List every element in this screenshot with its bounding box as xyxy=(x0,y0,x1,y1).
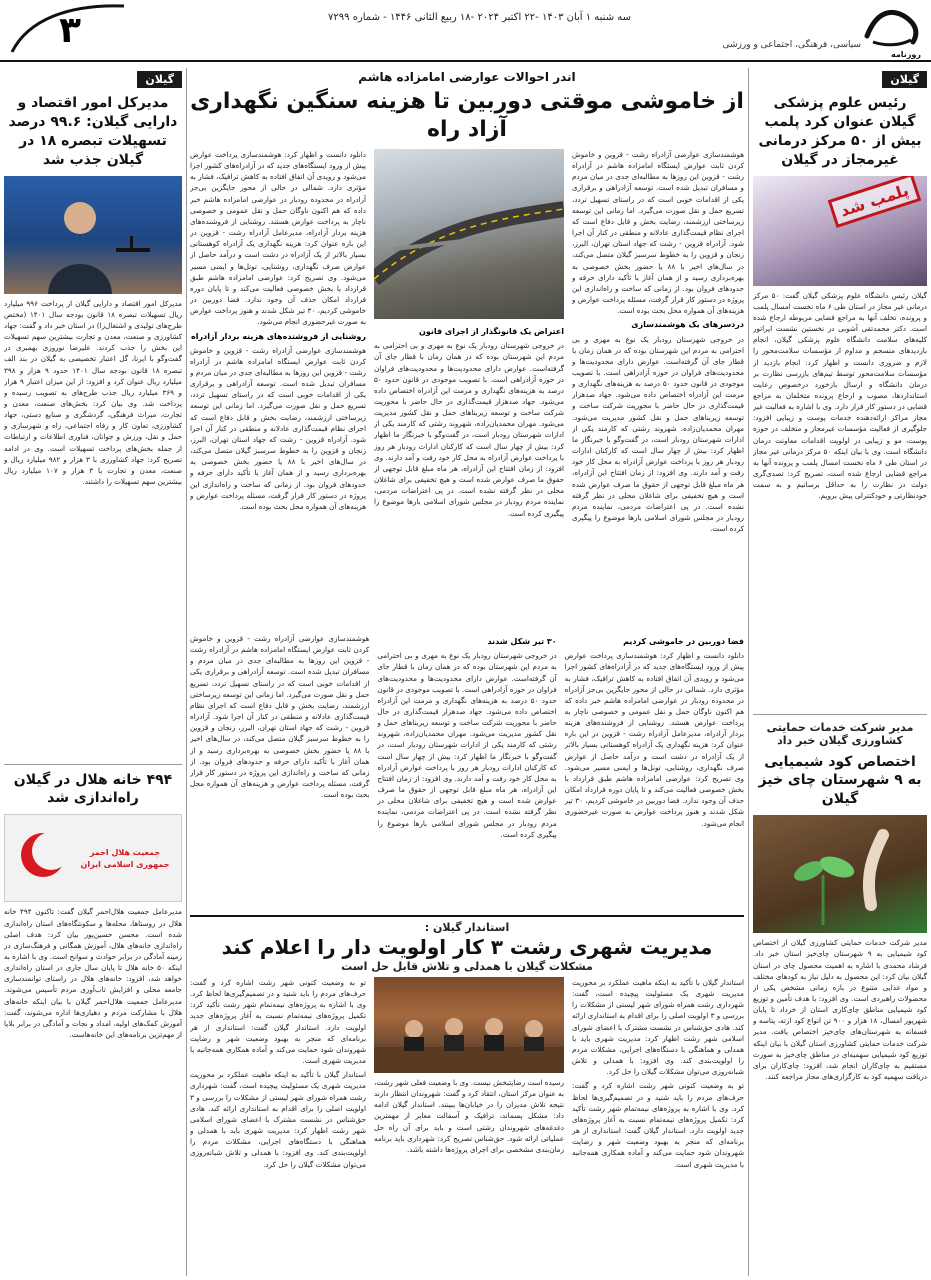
photo-caption: جمعیت هلال احمر جمهوری اسلامی ایران xyxy=(80,848,170,870)
seedling-icon xyxy=(753,815,927,933)
story-headline: ۴۹۴ خانه هلال در گیلان راه‌اندازی شد xyxy=(13,771,173,807)
page-number-badge xyxy=(8,2,128,58)
article-subhead: اعتراض یک قانونگذار از اجرای قانون xyxy=(419,327,564,336)
article-column xyxy=(374,977,564,1276)
person-icon xyxy=(4,176,182,294)
main-headline: از خاموشی موقتی دوربین تا هزینه سنگین نگهداری آزاد راه xyxy=(190,89,744,142)
section-tag: گیلان xyxy=(882,71,927,88)
page-number: ۳ xyxy=(59,10,81,51)
article-body: تو به وضعیت کنونی شهر رشت اشاره کرد و گفت: حرف‌های مردم را باید شنید و در تصمیم‌گیری‌ها لحاظ کرد. وی با اشاره به پروژه‌های نیمه‌تمام شهر رشت تأکید کرد: تکمیل پروژه‌های نیمه‌تمام نسبت به آغاز پروژه‌های جدید اولویت دارد. استاندار گیلان گفت: استانداری از هر برنامه‌ای که منجر به بهبود وضعیت شهر و رضایت شهروندان شود حمایت می‌کند و آماده همکاری همه‌جانبه با مدیریت شهری است. xyxy=(190,978,366,1066)
article-body: استاندار گیلان با تأکید به اینکه ماهیت عملکرد بر محوریت مدیریت شهری یک مسئولیت پیچیده است، گفت: شهرداری رشت همراه شورای شهر لیستی از مشکلات را بررسی و ۳ اولویت اصلی را برای اقدام به استانداری ارائه کند. هادی حق‌شناس در نشست مشترک با اعضای شورای اسلامی شهر رشت اظهار کرد: مدیریت شهری باید با همدلی و هماهنگی با دستگاه‌های اجرایی، مشکلات مردم را اولویت‌بندی کند. وی افزود: با همدلی و تلاش شبانه‌روزی می‌توان مشکلات گیلان را حل کرد. xyxy=(572,978,744,1077)
article-column xyxy=(572,977,744,1276)
official-portrait-photo xyxy=(4,176,182,294)
article-body: رسیده است رضایتبخش نیست. وی با وضعیت فعلی شهر رشت، به عنوان مرکز استان، انتقاد کرد و گفت: شهروندان انتظار دارند نتیجه تلاش مدیران را در خیابان‌ها ببینند. استاندار گیلان ادامه داد: مشکل پسماند، ترافیک و آسفالت معابر از مهمترین دغدغه‌های شهروندان رشتی است و باید برای آن راه حل عملیاتی ارائه شود. حق‌شناس تصریح کرد: شهرداری باید برنامه زمان‌بندی مشخصی برای اجرای پروژه‌ها داشته باشد. xyxy=(374,1078,564,1154)
story-body: مدیرکل امور اقتصاد و دارایی گیلان از پرداخت ۹۹۶ میلیارد ریال تسهیلات تبصره ۱۸ قانون بودجه سال ۱۴۰۱ (مختص طرح‌های تولیدی و اشتغال‌زا) در استان خبر داد و گفت: جهاد کشاورزی و صنعت، معدن و تجارت بیشترین سهم تسهیلات این بخش را جذب کردند. علیرضا نوروزی بهمبری در گفت‌وگو با ایرنا، گل اعتبار تخصیصی به گیلان در بند الف تبصره ۱۸ قانون بودجه سال ۱۴۰۱ حدود ۹ هزار و ۳۹۸ میلیارد ریال عنوان کرد و افزود: از این میزان اعتبار ۹ هزار و ۳۶۹ میلیارد ریال جذب طرح‌های به تصویب رسیده و پرداخت شد. وی بیان کرد: بخش‌های صنعت، معدن و تجارت، میراث فرهنگی، گردشگری و صنایع دستی، جهاد کشاورزی، تعاون کار و رفاه اجتماعی، راه و شهرسازی و حمل و نقل، ورزش و جوانان، فناوری اطلاعات و ارتباطات از جمله بخش‌های پرداخت تسهیلات است. وی در ادامه تصریح کرد: جهاد کشاورزی با ۳ هزار و ۹۸۲ میلیارد ریال و صنعت، معدن و تجارت با ۳ هزار و ۱۰۷ میلیارد ریال بیشترین سهم تسهیلات را داشتند. xyxy=(4,298,182,487)
masthead xyxy=(0,0,931,62)
story-headline: مدیرکل امور اقتصاد و دارایی گیلان: ۹۹.۶ درصد تسهیلات تبصره ۱۸ در گیلان جذب شد xyxy=(8,95,178,168)
article-body: در خروجی شهرستان رودبار یک نوع به مهری و بی احترامی به مردم این شهرستان بوده که در همان زمان با قطار جای آن گرفته‌است. عوارض دارای محدودیت‌ها و محدودیت‌های فراوان در حوزه آزادراهی است. با تصویب موجودی در قانون حدود ۵۰ درصد به هزینه‌های نگهداری و مرمت این آزادراه اختصاص داده می‌شود. جهاد صدهزار قیمت‌گذاری در حال حاضر با محوریت شرکت ساخت و توسعه زیربناهای حمل و نقل کشور مدیریت می‌شود. مهران محمدیان‌زاده، شهروند رشتی که کارمند یکی از ادارات شهرستان رودبار است، در گفت‌وگو با خبرنگار ما اظهار کرد: بیش از چهار سال است که کارکنان ادارات رودبار هر روز با پرداخت عوارض آزادراه به محل کار خود رفت و آمد دارند. وی افزود: از زمان افتتاح این آزادراه، هر ماه مبلغ قابل توجهی از حقوق ما صرف عوارض شده است و هیچ تخفیفی برای شاغلان محلی در نظر گرفته نشده است. در پی اعتراضات مردمی، نماینده مردم رودبار در مجلس شورای اسلامی بارها موضوع را پیگیری کرده است. xyxy=(377,651,557,839)
story-body: مدیرعامل جمعیت هلال‌احمر گیلان گفت: تاکنون ۴۹۴ خانه هلال در روستاها، محله‌ها و سکونتگاه‌های استان راه‌اندازی شده است. محسن حسین‌پور بیان کرد: هدف اصلی راه‌اندازی خانه‌های هلال، آموزش همگانی و فرهنگ‌سازی در زمینه آمادگی در برابر حوادث و سوانح است. وی با اشاره به اینکه ۵۰ خانه هلال تا پایان سال جاری در استان راه‌اندازی خواهد شد، افزود: خانه‌های هلال در راستای توانمندسازی جامعه محلی و افزایش تاب‌آوری مردم تأسیس می‌شوند. مدیرعامل جمعیت هلال‌احمر گیلان با بیان اینکه خانه‌های هلال با مشارکت مردم و دهیاری‌ها اداره می‌شوند، گفت: آموزش کمک‌های اولیه، امداد و نجات و آمادگی در برابر بلایا از مهم‌ترین برنامه‌های این خانه‌هاست. xyxy=(4,907,182,1040)
newspaper-logo-icon xyxy=(863,2,923,50)
newspaper-tagline: سیاسی، فرهنگی، اجتماعی و ورزشی xyxy=(722,40,861,50)
right-column xyxy=(753,68,927,1276)
article-column xyxy=(190,977,366,1276)
article-body: در خروجی شهرستان رودبار یک نوع به مهری و بی احترامی به مردم این شهرستان بوده که در همان زمان با قطار جای آن گرفته‌است. عوارض دارای محدودیت‌ها و محدودیت‌های فراوان در حوزه آزادراهی است. با تصویب موجودی در قانون حدود ۵۰ درصد به هزینه‌های نگهداری و مرمت این آزادراه اختصاص داده می‌شود. جهاد صدهزار قیمت‌گذاری در حال حاضر با محوریت شرکت ساخت و توسعه زیربناهای حمل و نقل کشور مدیریت می‌شود. مهران محمدیان‌زاده، شهروند رشتی که کارمند یکی از ادارات شهرستان رودبار است، در گفت‌وگو با خبرنگار ما اظهار کرد: بیش از چهار سال است که کارکنان ادارات رودبار هر روز با پرداخت عوارض آزادراه به محل کار خود رفت و آمد دارند. وی افزود: از زمان افتتاح این آزادراه، هر ماه مبلغ قابل توجهی از حقوق ما صرف عوارض شده است و هیچ تخفیفی برای شاغلان محلی در نظر گرفته نشده است. در پی اعتراضات مردمی، نماینده مردم رودبار در مجلس شورای اسلامی بارها موضوع را پیگیری کرده است. xyxy=(572,334,744,534)
red-crescent-photo xyxy=(4,814,182,902)
story-kicker: مدیر شرکت خدمات حمایتی کشاورزی گیلان خبر داد xyxy=(766,720,914,747)
story-medical-centers-sealed xyxy=(753,94,927,708)
story-body: مدیر شرکت خدمات حمایتی کشاورزی گیلان از اختصاص کود شیمیایی به ۹ شهرستان چای‌خیز استان خبر داد. فرشاد محمدی با اشاره به اهمیت محصول چای در استان گیلان بیان کرد: این محصول به دلیل نیاز به کودهای مختلف و مواد غذایی متنوع در بازه زمانی مشخص یکی از محصولات راهبردی است. وی افزود: با هدف تأمین و توزیع کود شیمیایی مناطق چای‌کاری استان از خرداد تا پایان شهریور امسال، ۱۸ هزار و ۹۰۰ تن انواع کود ازته، پتاسه و فسفاته به شهرستان‌های چای‌خیز اختصاص یافت. مدیر شرکت خدمات حمایتی کشاورزی استان گیلان با بیان اینکه توزیع کود شیمیایی سهمیه‌ای در مناطق چای‌خیز به صورت مستقیم به چای‌کاران انجام شد، افزود: چای‌کاران برای دریافت سهمیه کود به کارگزاری‌های مجاز مراجعه کنند. xyxy=(753,938,927,1082)
highway-photo xyxy=(374,149,564,319)
article-column xyxy=(377,633,556,907)
section-divider xyxy=(190,915,744,917)
section-tag: گیلان xyxy=(137,71,182,88)
issue-info: سه شنبه ۱ آبان ۱۴۰۳ -۲۲ اکتبر ۲۰۲۴ -۱۸ ربیع الثانی ۱۴۴۶ - شماره ۷۲۹۹ xyxy=(328,12,631,23)
article-subhead: ۳۰ تیر شکل شدند xyxy=(487,637,557,646)
story-tax-facilities xyxy=(4,94,182,758)
article-column xyxy=(190,149,366,629)
article-subhead: روشنایی از فروشنده‌های هزینه بردار آزادراه xyxy=(191,331,366,341)
article-body: استاندار گیلان با تأکید به اینکه ماهیت عملکرد بر محوریت مدیریت شهری یک مسئولیت پیچیده است، گفت: شهرداری رشت همراه شورای شهر لیستی از مشکلات را بررسی و ۳ اولویت اصلی را برای اقدام به استانداری ارائه کند. هادی حق‌شناس در نشست مشترک با اعضای شورای اسلامی شهر رشت اظهار کرد: مدیریت شهری باید با همدلی و هماهنگی با دستگاه‌های اجرایی، مشکلات مردم را اولویت‌بندی کند. وی افزود: با همدلی و تلاش شبانه‌روزی می‌توان مشکلات گیلان را حل کرد. xyxy=(190,1070,366,1169)
story-subhead: مشکلات گیلان با همدلی و تلاش قابل حل است xyxy=(341,960,593,973)
story-body: گیلان رئیس دانشگاه علوم پزشکی گیلان گفت: ۵۰ مرکز درمانی غیر مجاز در استان طی ۶ ماه نخست امسال پلمب و پرونده، تخلف آنها به مراجع قضایی مربوطه ارجاع شده است. دکتر محمدتقی آشوبی در نخستین نشست اپراتور کلیه‌های سلامت دانشگاه علوم پزشکی گیلان، انجام بازدیدهای منسجم و مداوم از مؤسسات سلامت‌محور را لازم و ضروری دانست و اظهار کرد: انجام بازدید از مؤسسات سلامت‌محور توسط تیم‌های بازرسی نظارت بر درمان دانشگاه و ارسال بازخورد درخصوص رعایت استانداردها، مصوب و ارجاع پرونده متخلفان به مراجع قضایی در دستور کار قرار دارد. وی با اشاره به فعالیت غیر مجاز مراکز ارائه‌دهنده خدمات پوست و زیبایی افزود: جلوگیری از فعالیت مؤسسات غیرمجاز و متخلف در حوزه پوست، مو و زیبایی در اولویت اقدامات معاونت درمان دانشگاه است. وی با بیان اینکه ۵۰ مرکز درمانی غیر مجاز در استان طی ۶ ماه نخست امسال پلمب و پرونده آنها به مراجع قضایی ارجاع شده است، تصریح کرد: تصدی‌گری دولت در نظارت را به حداقل برسانیم و به سمت خودنظارتی و خودکنترلی پیش برویم. xyxy=(753,290,927,501)
story-headline: مدیریت شهری رشت ۳ کار اولویت دار را اعلام کند xyxy=(221,935,713,959)
left-column xyxy=(4,68,182,1276)
column-divider xyxy=(186,68,187,1276)
article-subhead: دردسرهای یک هوشمندسازی xyxy=(631,320,744,330)
article-column xyxy=(565,633,744,907)
article-body: در خروجی شهرستان رودبار یک نوع به مهری و بی احترامی به مردم این شهرستان بوده که در همان زمان با قطار جای آن گرفته‌است. عوارض دارای محدودیت‌ها و محدودیت‌های فراوان در حوزه آزادراهی است. با تصویب موجودی در قانون حدود ۵۰ درصد به هزینه‌های نگهداری و مرمت این آزادراه اختصاص داده می‌شود. جهاد صدهزار قیمت‌گذاری در حال حاضر با محوریت شرکت ساخت و توسعه زیربناهای حمل و نقل کشور مدیریت می‌شود. مهران محمدیان‌زاده، شهروند رشتی که کارمند یکی از ادارات شهرستان رودبار است، در گفت‌وگو با خبرنگار ما اظهار کرد: بیش از چهار سال است که کارکنان ادارات رودبار هر روز با پرداخت عوارض آزادراه به محل کار خود رفت و آمد دارند. وی افزود: از زمان افتتاح این آزادراه، هر ماه مبلغ قابل توجهی از حقوق ما صرف عوارض شده است و هیچ تخفیفی برای شاغلان محلی در نظر گرفته نشده است. در پی اعتراضات مردمی، نماینده مردم رودبار در مجلس شورای اسلامی بارها موضوع را پیگیری کرده است. xyxy=(374,341,564,518)
story-kicker: استاندار گیلان : xyxy=(424,921,510,934)
article-body: هوشمندسازی عوارضی آزادراه رشت - قزوین و خاموش کردن ثابت عوارض ایستگاه امامزاده هاشم در آزادراه رشت - قزوین این روزها به مطالبه‌ای جدی در میان مردم و مسافران تبدیل شده است. توسعه آزادراهی و برقراری یکی از اقدامات خوبی است که در راستای تسهیل تردد، تسریع حمل و نقل صورت می‌گیرد. اما زمانی این توسعه زیرساختی ارزشمند، رضایت بخش و قابل دفاع است که اجرای نظام قیمت‌گذاری عادلانه و منطقی در کنار آن اجرا شود. آزادراه قزوین - رشت که جهاد استان تهران، البرز، زنجان و قزوین را به خطوط سرسبز گیلان متصل می‌کند، در سال‌های اخیر با ۸۸ یا حضور بخش خصوصی به بهره‌برداری رسید و از همان آغاز با تأکید دارای حرفه و حدودهای فروان بود. از زمانی که ساخت و راه‌اندازی این پروژه در دستور کار قرار گرفت، مسئله پرداخت عوارض و هزینه‌های آن همواره محل بحث بوده است. xyxy=(572,150,744,316)
article-column xyxy=(190,633,369,907)
story-headline: اختصاص کود شیمیایی به ۹ شهرستان چای خیز گیلان xyxy=(758,753,922,808)
article-body: دانلود دانست و اظهار کرد: هوشمندسازی پرداخت عوارض پیش از ورود ایستگاه‌های جدید که در آزادراه‌های کشور اجرا می‌شود و رویدی آن اتفاق افتاده به کاهش ترافیک، فشار به مؤثری دارد. شمالی در حالی از محور جایگزین بی‌جز آزادراه در محدوده رودبار در عوارضی امامزاده هاشم خبر داده که هم اکنون ناوگان حمل و نقل عمومی و خصوصی ناچار به پرداخت عوارض هستند. روشنایی از فروشنده‌های هزینه بردار آزادراه، مدیرعامل آزادراه رشت - قزوین در این باره عنوان کرد: هزینه نگهداری یک آزادراه کوهستانی بسیار بالاتر از یک آزادراه در دشت است و درآمد حاصل از عوارض صرف نگهداری، روشنایی، تونل‌ها و ایمنی مسیر می‌شود. وی تصریح کرد: عوارضی امامزاده هاشم طبق قرارداد با بخش خصوصی فعالیت می‌کند و تا پایان دوره قرارداد امکان حذف آن وجود ندارد. فضا دوربین در خاموشی کردیم، ۳۰ تیر شکل شدند و هنوز پرداخت عوارض به صورت غیرحضوری انجام می‌شود. xyxy=(564,651,744,828)
newspaper-name: روزنامه xyxy=(891,50,921,59)
article-body: دانلود دانست و اظهار کرد: هوشمندسازی پرداخت عوارض پیش از ورود ایستگاه‌های جدید که در آزادراه‌های کشور اجرا می‌شود و رویدی آن اتفاق افتاده به کاهش ترافیک، فشار به مؤثری دارد. شمالی در حالی از محور جایگزین بی‌جز آزادراه در محدوده رودبار در عوارضی امامزاده هاشم خبر داده که هم اکنون ناوگان حمل و نقل عمومی و خصوصی ناچار به پرداخت عوارض هستند. روشنایی از فروشنده‌های هزینه بردار آزادراه، مدیرعامل آزادراه رشت - قزوین در این باره عنوان کرد: هزینه نگهداری یک آزادراه کوهستانی بسیار بالاتر از یک آزادراه در دشت است و درآمد حاصل از عوارض صرف نگهداری، روشنایی، تونل‌ها و ایمنی مسیر می‌شود. وی تصریح کرد: عوارضی امامزاده هاشم طبق قرارداد با بخش خصوصی فعالیت می‌کند و تا پایان دوره قرارداد امکان حذف آن وجود ندارد. فضا دوربین در خاموشی کردیم، ۳۰ تیر شکل شدند و هنوز پرداخت عوارض به صورت غیرحضوری انجام می‌شود. xyxy=(190,150,366,327)
column-divider xyxy=(748,68,749,1276)
article-column xyxy=(572,149,744,629)
article-body: تو به وضعیت کنونی شهر رشت اشاره کرد و گفت: حرف‌های مردم را باید شنید و در تصمیم‌گیری‌ها لحاظ کرد. وی با اشاره به پروژه‌های نیمه‌تمام شهر رشت تأکید کرد: تکمیل پروژه‌های نیمه‌تمام نسبت به آغاز پروژه‌های جدید اولویت دارد. استاندار گیلان گفت: استانداری از هر برنامه‌ای که منجر به بهبود وضعیت شهر و رضایت شهروندان شود حمایت می‌کند و آماده همکاری همه‌جانبه با مدیریت شهری است. xyxy=(572,1081,744,1169)
people-meeting-icon xyxy=(374,977,564,1073)
sealed-stamp: پلمب شد xyxy=(828,176,921,228)
article-body: هوشمندسازی عوارضی آزادراه رشت - قزوین و خاموش کردن ثابت عوارض ایستگاه امامزاده هاشم در آزادراه رشت - قزوین این روزها به مطالبه‌ای جدی در میان مردم و مسافران تبدیل شده است. توسعه آزادراهی و برقراری یکی از اقدامات خوبی است که در راستای تسهیل تردد، تسریع حمل و نقل صورت می‌گیرد. اما زمانی این توسعه زیرساختی ارزشمند، رضایت بخش و قابل دفاع است که اجرای نظام قیمت‌گذاری عادلانه و منطقی در کنار آن اجرا شود. آزادراه قزوین - رشت که جهاد استان تهران، البرز، زنجان و قزوین را به خطوط سرسبز گیلان متصل می‌کند، در سال‌های اخیر با ۸۸ یا حضور بخش خصوصی به بهره‌برداری رسید و از همان آغاز با تأکید دارای حرفه و حدودهای فروان بود. از زمانی که ساخت و راه‌اندازی این پروژه در دستور کار قرار گرفت، مسئله پرداخت عوارض و هزینه‌های آن همواره محل بحث بوده است. xyxy=(190,634,370,800)
story-divider xyxy=(753,714,927,715)
article-body: هوشمندسازی عوارضی آزادراه رشت - قزوین و خاموش کردن ثابت عوارض ایستگاه امامزاده هاشم در آزادراه رشت - قزوین این روزها به مطالبه‌ای جدی در میان مردم و مسافران تبدیل شده است. توسعه آزادراهی و برقراری یکی از اقدامات خوبی است که در راستای تسهیل تردد، تسریع حمل و نقل صورت می‌گیرد. اما زمانی این توسعه زیرساختی ارزشمند، رضایت بخش و قابل دفاع است که اجرای نظام قیمت‌گذاری عادلانه و منطقی در کنار آن اجرا شود. آزادراه قزوین - رشت که جهاد استان تهران، البرز، زنجان و قزوین را به خطوط سرسبز گیلان متصل می‌کند، در سال‌های اخیر با ۸۸ یا حضور بخش خصوصی به بهره‌برداری رسید و از همان آغاز با تأکید دارای حرفه و حدودهای فروان بود. از زمانی که ساخت و راه‌اندازی این پروژه در دستور کار قرار گرفت، مسئله پرداخت عوارض و هزینه‌های آن همواره محل بحث بوده است. xyxy=(190,345,366,511)
main-kicker: اندر احوالات عوارضی امامزاده هاشم xyxy=(358,70,576,84)
highway-bridge-icon xyxy=(374,149,564,319)
story-headline: رئیس علوم پزشکی گیلان عنوان کرد پلمب بیش از ۵۰ مرکز درمانی غیرمجاز در گیلان xyxy=(758,95,922,168)
main-column xyxy=(190,68,744,1276)
story-divider xyxy=(4,764,182,765)
clinic-photo xyxy=(753,176,927,286)
seedling-photo xyxy=(753,815,927,933)
article-column xyxy=(374,149,564,629)
article-subhead: فضا دوربین در خاموشی کردیم xyxy=(623,637,744,646)
story-red-crescent-houses xyxy=(4,771,182,1276)
story-tea-fertilizer xyxy=(753,721,927,1270)
meeting-photo xyxy=(374,977,564,1073)
story-rasht-governor xyxy=(190,921,744,1276)
